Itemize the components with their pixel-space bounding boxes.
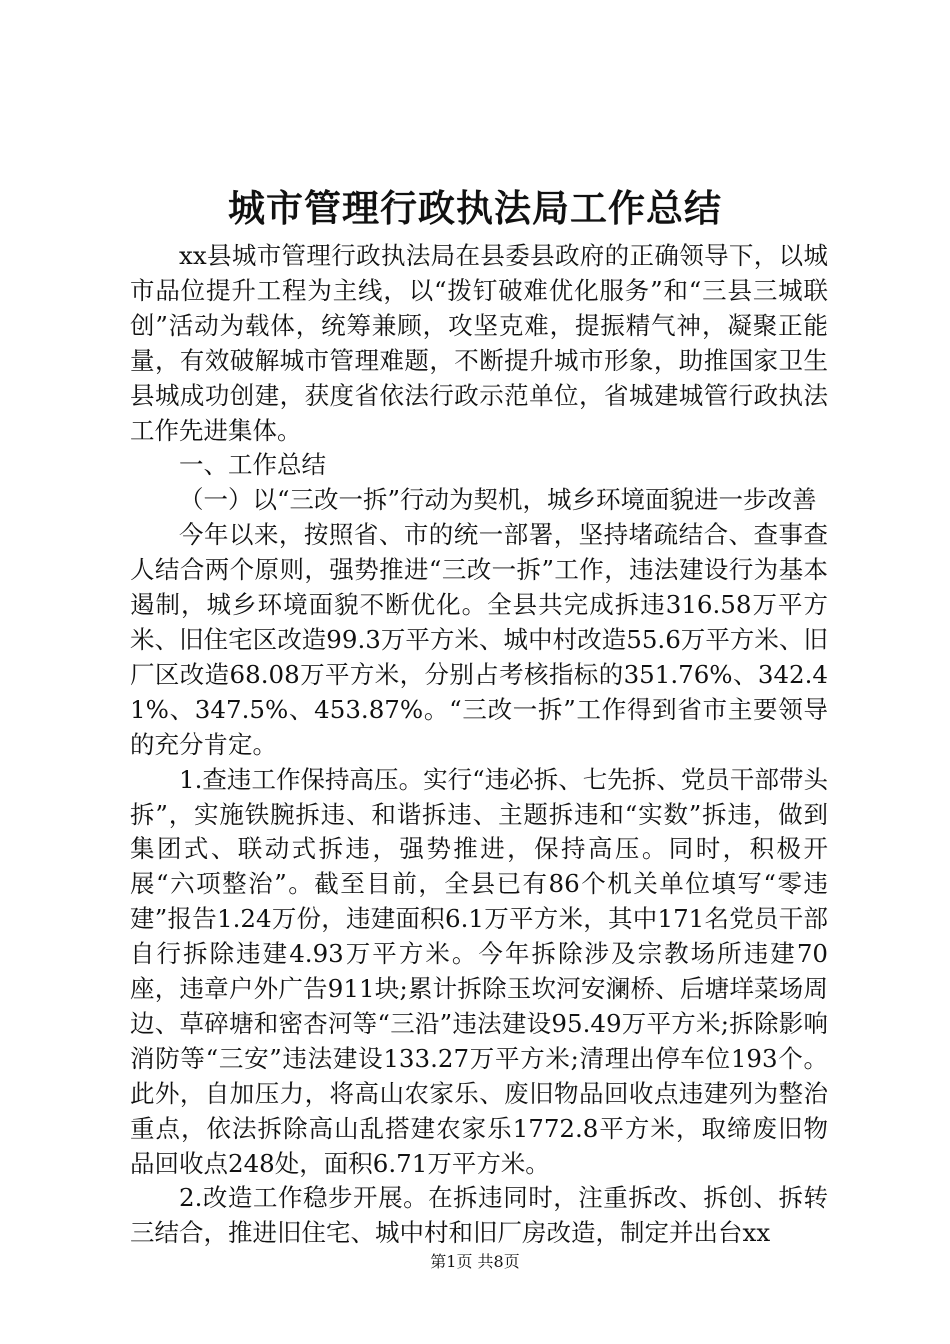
paragraph-demolition: 1.查违工作保持高压。实行“违必拆、七先拆、党员干部带头拆”，实施铁腕拆违、和谐拆违、主题拆违和“实数”拆违，做到集团式、联动式拆违，强势推进，保持高压。同时，积极开展“六项整治”。截至目前，全县已有86个机关单位填写“零违建”报告1.24万份，违建面积6.1万平方米，其中171名党员干部自行拆除违建4.93万平方米。今年拆除涉及宗教场所违建70座，违章户外广告911块;累计拆除玉坎河安澜桥、后塘垟菜场周边、草碎塘和密杏河等“三沿”违法建设95.49万平方米;拆除影响消防等“三安”违法建设133.27万平方米;清理出停车位193个。此外，自加压力，将高山农家乐、废旧物品回收点违建列为整治重点，依法拆除高山乱搭建农家乐1772.8平方米，取缔废旧物品回收点248处，面积6.71万平方米。 xyxy=(130,764,828,1178)
section-heading: 一、工作总结 xyxy=(179,450,326,480)
subsection-heading: （一）以“三改一拆”行动为契机，城乡环境面貌进一步改善 xyxy=(179,485,817,515)
paragraph-overview: 今年以来，按照省、市的统一部署，坚持堵疏结合、查事查人结合两个原则，强势推进“三改一拆”工作，违法建设行为基本遏制，城乡环境面貌不断优化。全县共完成拆违316.58万平方米、旧住宅区改造99.3万平方米、城中村改造55.6万平方米、旧厂区改造68.08万平方米，分别占考核指标的351.76%、342.41%、347.5%、453.87%。“三改一拆”工作得到省市主要领导的充分肯定。 xyxy=(130,520,828,759)
document-body xyxy=(130,239,828,1251)
document-title: 城市管理行政执法局工作总结 xyxy=(228,186,722,230)
paragraph-renovation: 2.改造工作稳步开展。在拆违同时，注重拆改、拆创、拆转三结合，推进旧住宅、城中村和旧厂房改造，制定并出台xx xyxy=(130,1183,828,1248)
page-footer: 第1页 共8页 xyxy=(430,1252,520,1271)
intro-paragraph: xx县城市管理行政执法局在县委县政府的正确领导下，以城市品位提升工程为主线，以“拨钉破难优化服务”和“三县三城联创”活动为载体，统筹兼顾，攻坚克难，提振精气神，凝聚正能量，有效破解城市管理难题，不断提升城市形象，助推国家卫生县城成功创建，获度省依法行政示范单位，省城建城管行政执法工作先进集体。 xyxy=(130,241,828,445)
